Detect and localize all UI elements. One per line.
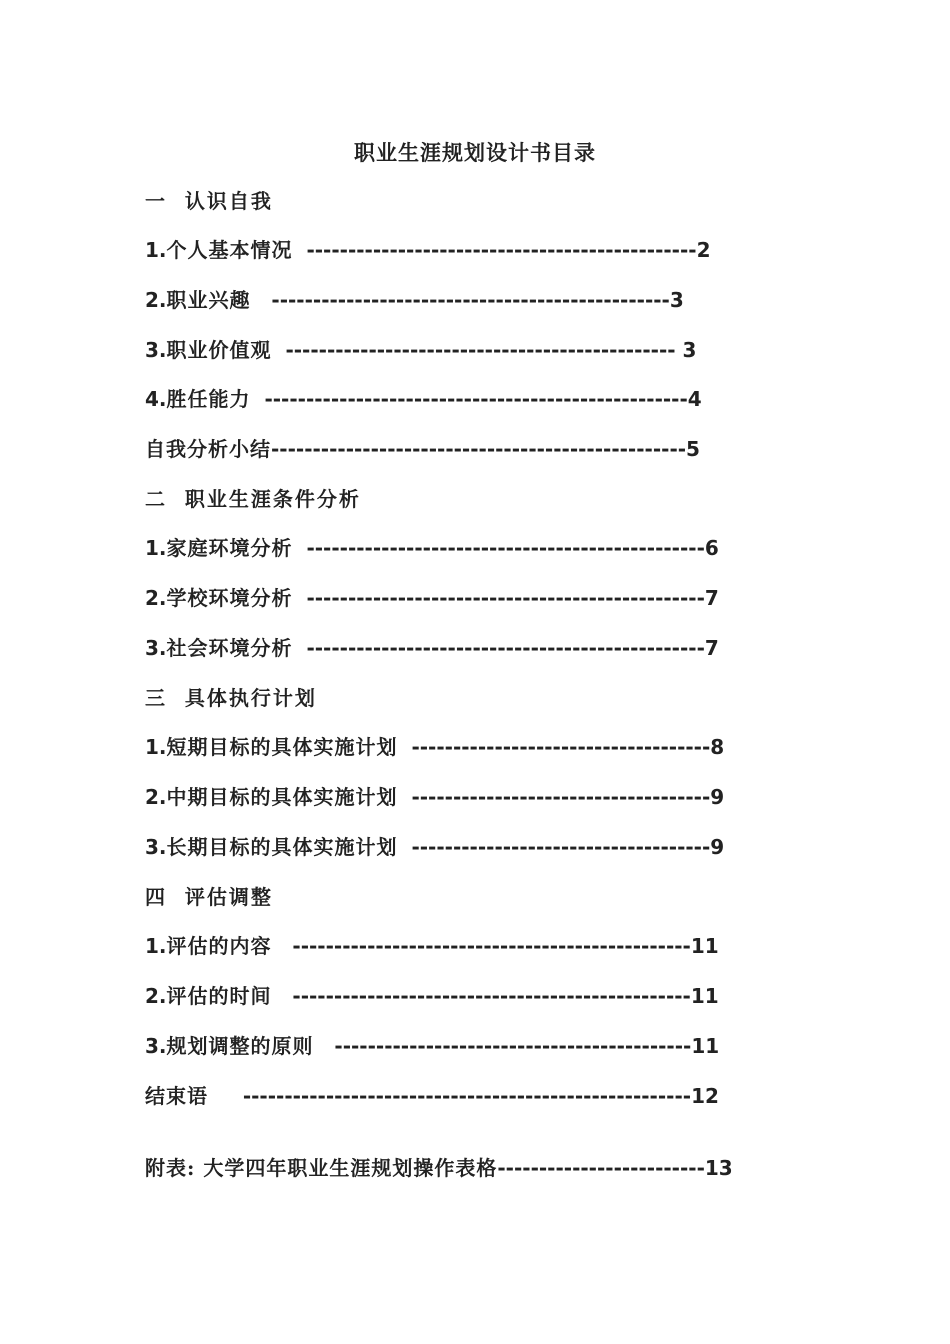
toc-entry-page: 13 bbox=[704, 1156, 733, 1180]
toc-dot-leader: ------------------------------------------------ bbox=[271, 984, 691, 1008]
toc-entry-number: 3. bbox=[145, 835, 167, 859]
toc-entry-number: 3. bbox=[145, 338, 167, 362]
toc-entry-title: 家庭环境分析 bbox=[166, 536, 293, 560]
toc-entry[interactable] bbox=[145, 535, 719, 561]
toc-dot-leader: ------------------------------------------------ bbox=[271, 934, 691, 958]
toc-dot-leader: ------------------------- bbox=[497, 1156, 705, 1180]
toc-entry-number: 4. bbox=[145, 387, 167, 411]
toc-section-heading: 四 评估调整 bbox=[145, 885, 273, 909]
toc-entry[interactable] bbox=[145, 585, 719, 611]
toc-entry-title: 个人基本情况 bbox=[166, 238, 293, 262]
toc-entry-page: 11 bbox=[690, 934, 719, 958]
toc-dot-leader: ------------------------------------------------ bbox=[292, 536, 705, 560]
toc-entry-page: 6 bbox=[704, 536, 719, 560]
toc-section-heading: 一 认识自我 bbox=[145, 189, 273, 213]
toc-dot-leader: ------------------------------------------- bbox=[313, 1034, 692, 1058]
toc-entry-page: 3 bbox=[682, 338, 697, 362]
toc-entry[interactable] bbox=[145, 287, 684, 313]
toc-entry-page: 7 bbox=[704, 636, 719, 660]
toc-entry-number: 2. bbox=[145, 785, 167, 809]
toc-entry[interactable] bbox=[145, 337, 696, 363]
toc-dot-leader: ----------------------------------------------- bbox=[271, 338, 683, 362]
toc-entry-title: 结束语 bbox=[145, 1084, 208, 1108]
toc-section-heading: 三 具体执行计划 bbox=[145, 686, 317, 710]
toc-section-heading: 二 职业生涯条件分析 bbox=[145, 487, 361, 511]
toc-entry-number: 1. bbox=[145, 536, 167, 560]
toc-entry-page: 9 bbox=[710, 835, 725, 859]
toc-entry-number: 1. bbox=[145, 735, 167, 759]
toc-entry[interactable] bbox=[145, 635, 719, 661]
toc-dot-leader: ----------------------------------------------- bbox=[292, 238, 697, 262]
toc-entry-title: 自我分析小结 bbox=[145, 437, 271, 461]
toc-entry-page: 2 bbox=[696, 238, 711, 262]
toc-entry-number: 1. bbox=[145, 934, 167, 958]
toc-entry-title: 胜任能力 bbox=[166, 387, 251, 411]
toc-entry-title: 附表: 大学四年职业生涯规划操作表格 bbox=[145, 1156, 498, 1180]
toc-entry-page: 9 bbox=[710, 785, 725, 809]
toc-entry-number: 2. bbox=[145, 984, 167, 1008]
toc-entry-title: 长期目标的具体实施计划 bbox=[166, 835, 398, 859]
toc-dot-leader: ------------------------------------------------ bbox=[292, 636, 705, 660]
toc-entry-title: 评估的时间 bbox=[166, 984, 272, 1008]
toc-dot-leader: -------------------------------------------------- bbox=[271, 437, 687, 461]
toc-entry[interactable] bbox=[145, 734, 724, 760]
toc-dot-leader: ------------------------------------ bbox=[397, 735, 711, 759]
toc-entry-title: 学校环境分析 bbox=[166, 586, 293, 610]
toc-entry-title: 社会环境分析 bbox=[166, 636, 293, 660]
toc-entry[interactable] bbox=[145, 1033, 719, 1059]
toc-entry[interactable] bbox=[145, 933, 719, 959]
toc-entry-number: 3. bbox=[145, 636, 167, 660]
page-title: 职业生涯规划设计书目录 bbox=[354, 140, 596, 165]
toc-dot-leader: ------------------------------------------------ bbox=[250, 288, 670, 312]
toc-dot-leader: ------------------------------------------------------ bbox=[208, 1084, 692, 1108]
toc-entry[interactable] bbox=[145, 237, 711, 263]
toc-entry-page: 4 bbox=[687, 387, 702, 411]
toc-entry-page: 11 bbox=[691, 1034, 720, 1058]
toc-entry-title: 规划调整的原则 bbox=[166, 1034, 314, 1058]
toc-entry[interactable] bbox=[145, 436, 700, 462]
toc-entry[interactable] bbox=[145, 386, 702, 412]
toc-entry-page: 7 bbox=[704, 586, 719, 610]
toc-entry-page: 8 bbox=[710, 735, 725, 759]
toc-entry-title: 职业价值观 bbox=[166, 338, 272, 362]
toc-entry[interactable] bbox=[145, 1155, 733, 1181]
toc-entry-page: 11 bbox=[690, 984, 719, 1008]
toc-entry[interactable] bbox=[145, 834, 724, 860]
toc-entry[interactable] bbox=[145, 983, 719, 1009]
toc-entry-page: 5 bbox=[686, 437, 700, 461]
toc-entry-title: 职业兴趣 bbox=[166, 288, 251, 312]
toc-entry-number: 3. bbox=[145, 1034, 167, 1058]
toc-dot-leader: --------------------------------------------------- bbox=[250, 387, 688, 411]
toc-entry-title: 短期目标的具体实施计划 bbox=[166, 735, 398, 759]
toc-entry-page: 12 bbox=[691, 1084, 719, 1108]
toc-entry-number: 1. bbox=[145, 238, 167, 262]
toc-entry-number: 2. bbox=[145, 288, 167, 312]
toc-dot-leader: ------------------------------------ bbox=[397, 835, 711, 859]
toc-entry-title: 中期目标的具体实施计划 bbox=[166, 785, 398, 809]
toc-dot-leader: ------------------------------------ bbox=[397, 785, 711, 809]
toc-entry-title: 评估的内容 bbox=[166, 934, 272, 958]
toc-dot-leader: ------------------------------------------------ bbox=[292, 586, 705, 610]
toc-entry[interactable] bbox=[145, 1083, 719, 1109]
toc-entry[interactable] bbox=[145, 784, 724, 810]
toc-entry-page: 3 bbox=[669, 288, 684, 312]
toc-entry-number: 2. bbox=[145, 586, 167, 610]
